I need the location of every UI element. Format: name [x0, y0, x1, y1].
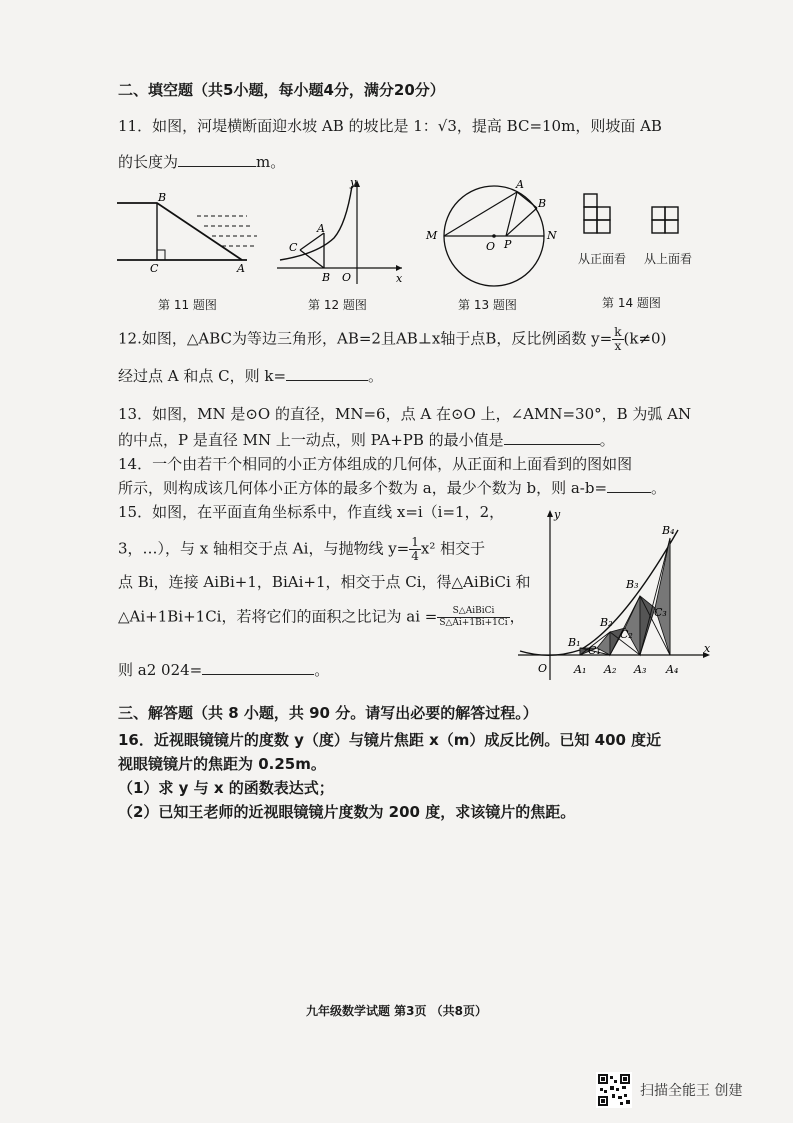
top-view-label: 从上面看	[644, 252, 693, 266]
q16-line2: 视眼镜镜片的焦距为 0.25m。	[118, 755, 326, 773]
svg-text:O: O	[538, 662, 548, 675]
svg-text:C: C	[289, 241, 298, 254]
figure-12-caption: 第 12 题图	[308, 298, 367, 312]
svg-text:B₃: B₃	[626, 578, 639, 591]
svg-text:O: O	[486, 240, 496, 253]
svg-text:B₂: B₂	[600, 616, 613, 629]
q12-line1	[118, 326, 666, 353]
q13-answer-blank[interactable]	[504, 444, 600, 445]
page-footer: 九年级数学试题 第3页 （共8页）	[305, 1004, 488, 1018]
svg-text:A₂: A₂	[604, 663, 617, 676]
svg-text:N: N	[547, 229, 557, 242]
q14-line2-after: 。	[651, 479, 667, 497]
svg-text:M: M	[426, 229, 438, 242]
q12-frac-num: k	[614, 325, 622, 339]
q12-line2-before: 经过点 A 和点 C，则 k=	[118, 367, 287, 385]
svg-text:y: y	[350, 176, 357, 189]
q15-line5-after: 。	[314, 661, 330, 679]
q11-line2-before: 的长度为	[118, 153, 179, 171]
svg-text:A₁: A₁	[574, 663, 587, 676]
svg-text:C₂: C₂	[620, 628, 633, 641]
figure-11-embankment	[112, 188, 262, 278]
q12-answer-blank[interactable]	[286, 380, 368, 381]
svg-text:x: x	[396, 272, 403, 285]
q15-line4	[118, 606, 525, 629]
figure-11-caption: 第 11 题图	[158, 298, 217, 312]
svg-text:O: O	[342, 271, 352, 284]
q11-line2	[118, 152, 285, 172]
q16-part2: （2）已知王老师的近视眼镜镜片度数为 200 度，求该镜片的焦距。	[118, 803, 576, 821]
svg-text:x: x	[704, 642, 711, 655]
q13-line2-after: 。	[599, 431, 615, 449]
svg-text:C: C	[150, 262, 159, 275]
section-heading-solutions: 三、解答题（共 8 小题，共 90 分。请写出必要的解答过程。）	[118, 704, 538, 722]
q11-line1: 11．如图，河堤横断面迎水坡 AB 的坡比是 1：√3，提高 BC=10m，则坡面 AB	[118, 117, 662, 135]
figure-14-views	[578, 190, 708, 252]
q15-answer-blank[interactable]	[202, 674, 314, 675]
svg-text:A: A	[317, 222, 325, 235]
q15-line4-after: ，	[509, 607, 525, 626]
svg-text:B: B	[538, 197, 547, 210]
q13-line2-before: 的中点，P 是直径 MN 上一动点，则 PA+PB 的最小值是	[118, 431, 504, 449]
q11-line2-after: m。	[256, 153, 286, 171]
q16-line1: 16．近视眼镜镜片的度数 y（度）与镜片焦距 x（m）成反比例。已知 400 度近	[118, 731, 662, 749]
q15-frac-den: 4	[411, 549, 419, 563]
svg-text:A: A	[516, 178, 524, 191]
q15-line2-before: 3，…），与 x 轴相交于点 Ai，与抛物线 y=	[118, 539, 410, 558]
svg-text:B: B	[158, 191, 167, 204]
section-heading-fill-in: 二、填空题（共5小题，每小题4分，满分20分）	[118, 81, 445, 99]
scanner-watermark	[596, 1070, 786, 1110]
svg-text:B₁: B₁	[568, 636, 581, 649]
qr-code-icon	[596, 1072, 632, 1108]
svg-text:B: B	[322, 271, 331, 284]
q12-frac-den: x	[614, 339, 622, 353]
q11-answer-blank[interactable]	[178, 166, 256, 167]
q12-line2-after: 。	[368, 367, 384, 385]
figure-13-circle	[424, 176, 566, 288]
q15-ratio-num: S△AiBiCi	[437, 606, 509, 618]
q15-line5	[118, 660, 329, 680]
svg-text:P: P	[504, 238, 512, 251]
svg-text:C₁: C₁	[588, 644, 601, 657]
svg-text:A₄: A₄	[666, 663, 679, 676]
q14-line2	[118, 478, 666, 498]
front-view-label: 从正面看	[578, 252, 627, 266]
q12-line1-tail: (k≠0)	[623, 329, 667, 348]
q14-line2-before: 所示，则构成该几何体小正方体的最多个数为 a，最少个数为 b，则 a-b=	[118, 479, 608, 497]
q15-line4-before: △Ai+1Bi+1Ci，若将它们的面积之比记为 ai =	[118, 607, 438, 626]
svg-text:A: A	[237, 262, 245, 275]
q15-line5-before: 则 a2 024=	[118, 661, 203, 679]
q14-line1: 14．一个由若干个相同的小正方体组成的几何体，从正面和上面看到的图如图	[118, 455, 633, 473]
q15-fraction	[409, 536, 421, 563]
svg-text:y: y	[554, 508, 561, 521]
figure-15-parabola	[508, 508, 714, 684]
figure-13-caption: 第 13 题图	[458, 298, 517, 312]
q15-ratio-den: S△Ai+1Bi+1Ci	[439, 618, 508, 628]
q13-line1: 13．如图，MN 是⊙O 的直径，MN=6，点 A 在⊙O 上，∠AMN=30°，B 为弧 AN	[118, 405, 692, 423]
q15-frac-num: 1	[411, 535, 419, 549]
figure-14-caption: 第 14 题图	[602, 296, 661, 310]
q15-line3: 点 Bi，连接 AiBi+1，BiAi+1，相交于点 Ci，得△AiBiCi 和	[118, 573, 531, 591]
svg-text:B₄: B₄	[662, 524, 675, 537]
q14-answer-blank[interactable]	[607, 492, 651, 493]
figure-12-reciprocal-graph	[272, 176, 412, 288]
svg-text:C₃: C₃	[654, 606, 667, 619]
q12-line2	[118, 366, 383, 386]
svg-text:A₃: A₃	[634, 663, 647, 676]
q12-line1-text: 12.如图，△ABC为等边三角形，AB=2且AB⊥x轴于点B，反比例函数 y=	[118, 329, 613, 348]
scanner-label: 扫描全能王 创建	[640, 1083, 743, 1099]
q12-fraction	[612, 326, 623, 353]
q15-line1: 15．如图，在平面直角坐标系中，作直线 x=i（i=1，2，	[118, 503, 505, 521]
q13-line2	[118, 430, 615, 450]
q15-line2-after: x² 相交于	[420, 539, 486, 558]
q15-ratio-fraction	[437, 606, 509, 629]
q16-part1: （1）求 y 与 x 的函数表达式；	[118, 779, 334, 797]
q15-line2	[118, 536, 485, 563]
